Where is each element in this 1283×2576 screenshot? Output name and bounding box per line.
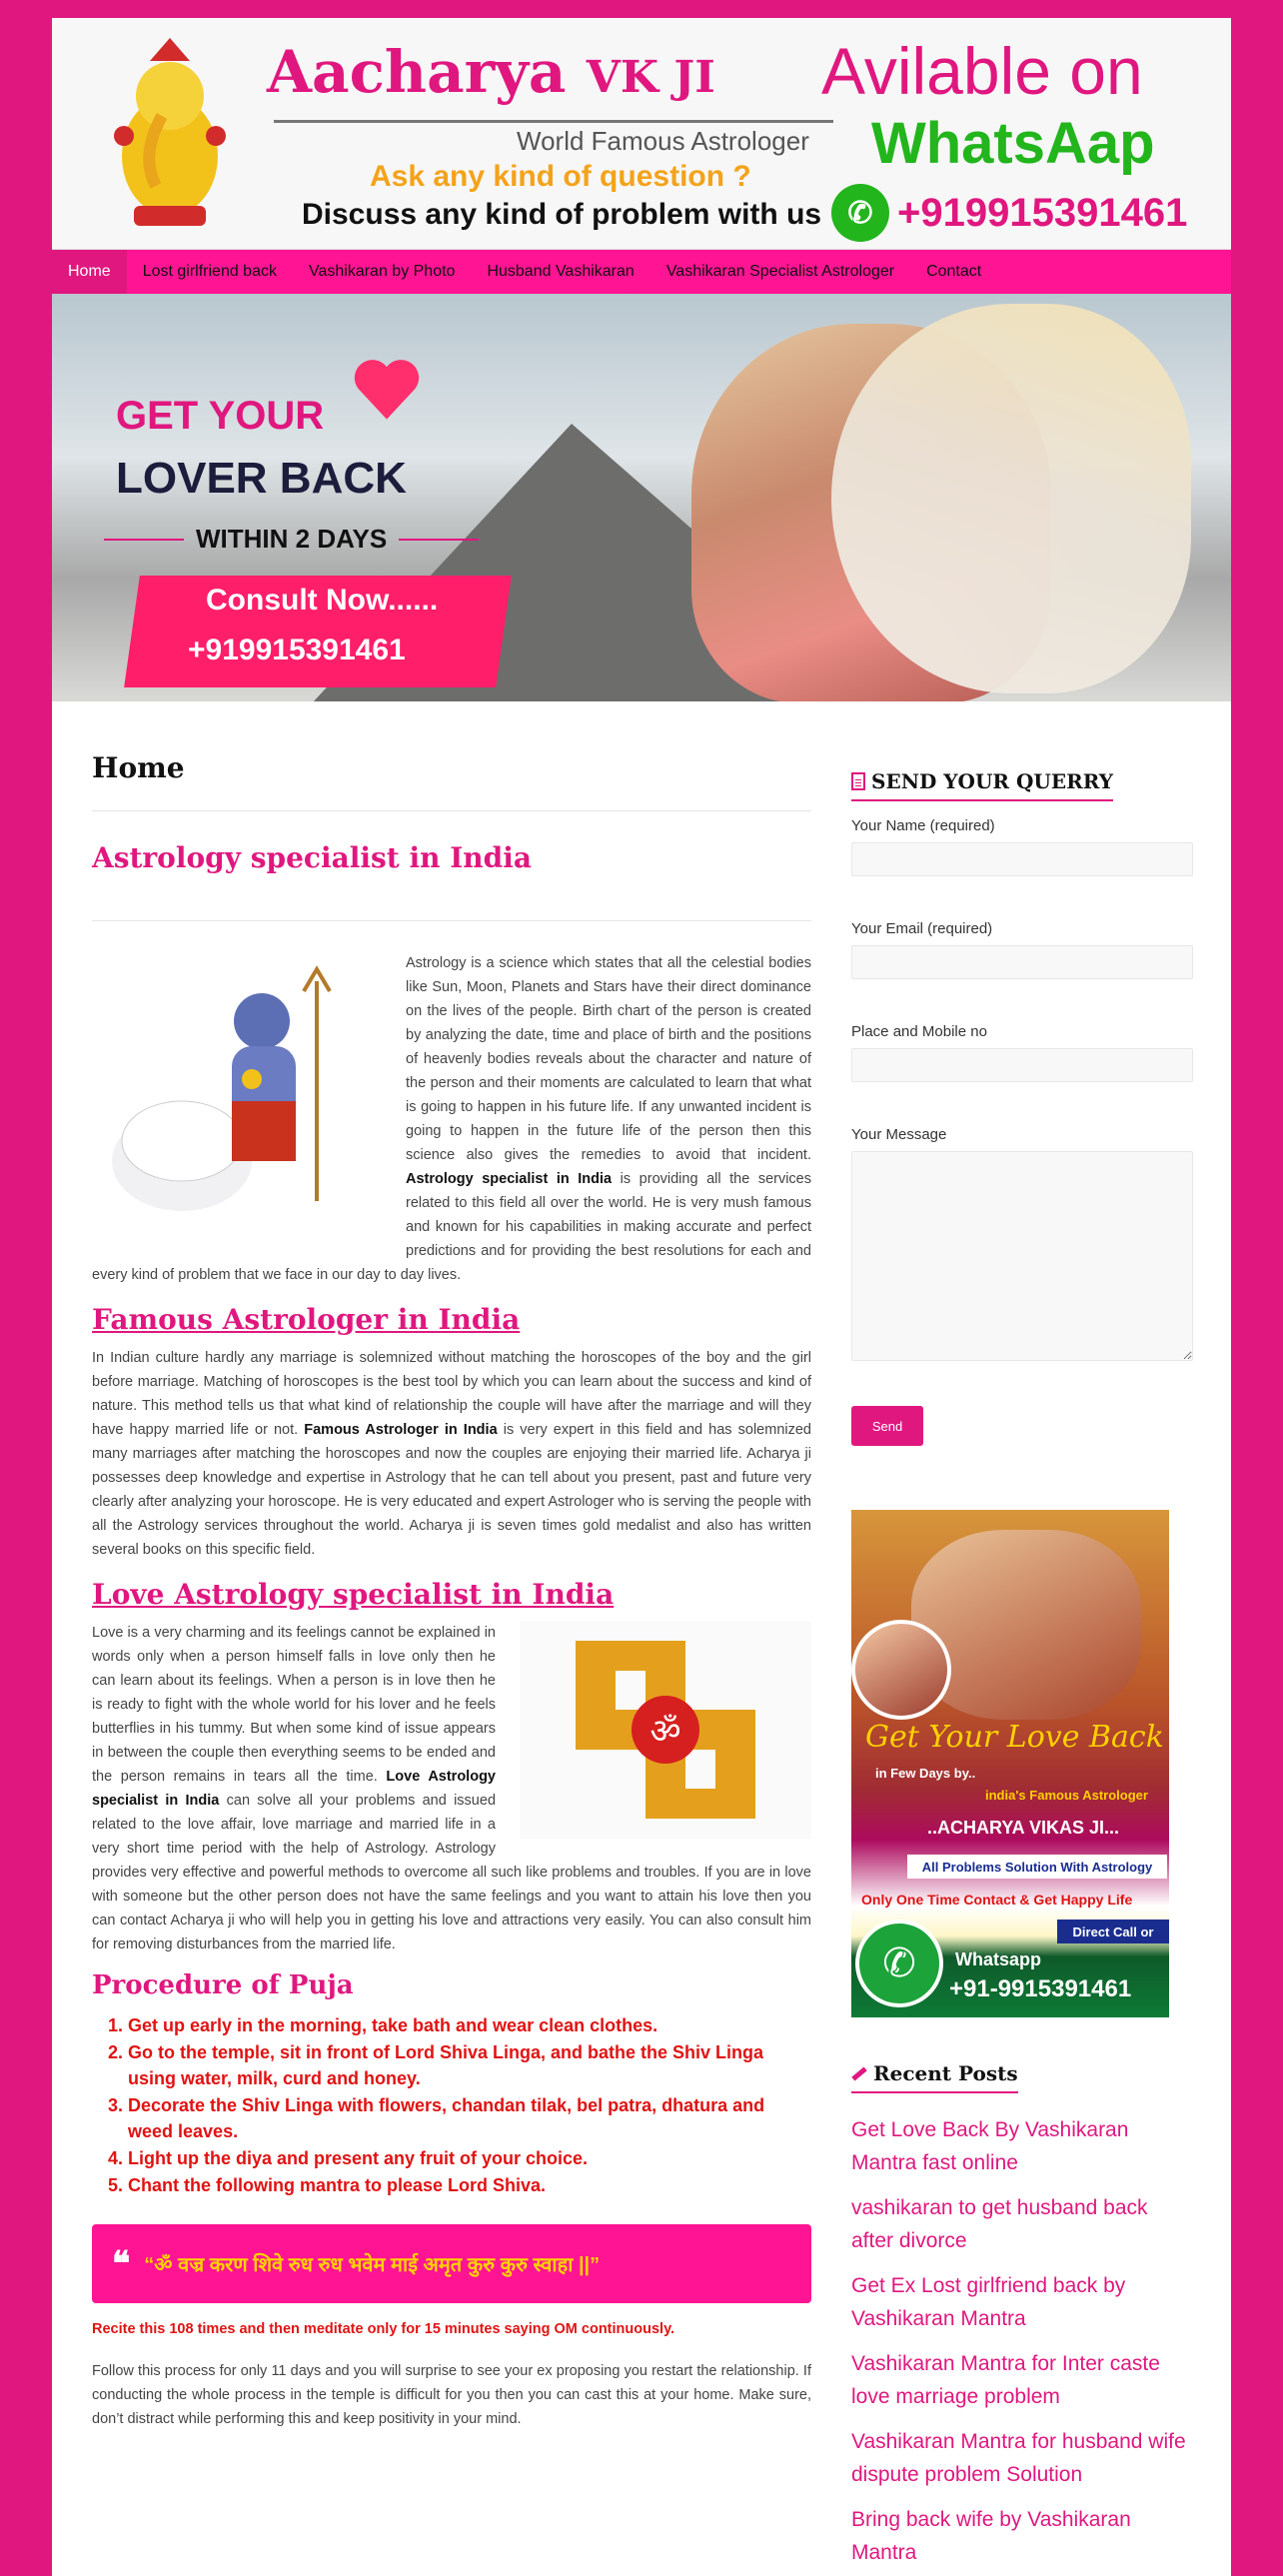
ad-famous: india's Famous Astrologer	[985, 1788, 1148, 1803]
document-icon	[851, 772, 865, 790]
hero-cta-phone: +919915391461	[188, 634, 406, 666]
ad-contact: Only One Time Contact & Get Happy Life	[861, 1892, 1133, 1908]
intro-text-a: Astrology is a science which states that all the celestial bodies like Sun, Moon, Planets and Stars have their direct dominance on the lives of the people. Birth chart of the person is created by analyzing the date, time and place of birth and the positions of heavenly bodies reveals about the character and nature of the person and their moments are calculated to learn that what is going to happen in his future life. If any unwanted incident is going to happen in the future life of the person then this science also gives the remedies to avoid that incident.	[406, 955, 811, 1163]
heading-procedure-of-puja: Procedure of Puja	[92, 1970, 354, 2000]
recent-posts-title	[851, 2017, 1018, 2093]
ad-few-days: in Few Days by..	[875, 1766, 976, 1781]
hero-banner[interactable]	[52, 294, 1231, 701]
recent-post-item	[851, 2347, 1195, 2413]
recent-post-link[interactable]: Bring back wife by Vashikaran Mantra	[851, 2508, 1131, 2564]
love-back-ad[interactable]	[851, 1510, 1169, 2017]
ad-phone: +91-9915391461	[949, 1975, 1132, 2002]
ad-circle-image	[851, 1620, 951, 1720]
page-title: Home	[92, 737, 811, 811]
follow-paragraph: Follow this process for only 11 days and you will surprise to see your ex proposing you restart the relationship. If conducting the whole process in the temple is difficult for you then you can cast this at your home. Make sure, don’t distract while performing this and keep positivity in your mind.	[92, 2363, 811, 2427]
nav-item-husband-vashikaran[interactable]: Husband Vashikaran	[487, 263, 635, 280]
love-text-b: can solve all your problems and issued related to the love affair, love marriage and married life in a very short time period with the help of Astrology. Astrology provides very effective and powerful methods to overcome all such like problems and troubles. If you are in love with someone but the other person does not have the same feelings and you want to attain his love then you can contact Acharya ji who will help you in getting his love and attractions very easily. You can also consult him for removing disturbances from the married life.	[92, 1793, 811, 1952]
love-section	[92, 1621, 811, 1956]
intro-section	[92, 951, 811, 1287]
nav-item-vashikaran-specialist[interactable]: Vashikaran Specialist Astrologer	[665, 263, 895, 280]
intro-text-b: is providing all the services related to this field all over the world. He is very mush famous and known for his capabilities in making accurate and perfect predictions and for providing the best resolutions for each and every kind of problem that we face in our day to day lives.	[92, 1171, 811, 1283]
available-on-text: Avilable on	[821, 34, 1143, 108]
message-label: Your Message	[851, 1126, 947, 1143]
header-phone-number: +919915391461	[897, 190, 1188, 235]
recent-post-item	[851, 2425, 1195, 2491]
ganesha-image	[100, 36, 240, 236]
puja-step: 3. Decorate the Shiv Linga with flowers, chandan tilak, bel patra, dhatura and weed leaves.	[128, 2092, 811, 2144]
email-label: Your Email (required)	[851, 920, 993, 937]
hero-line-within	[104, 524, 479, 555]
main-content	[92, 737, 811, 2431]
name-input[interactable]	[851, 842, 1193, 876]
header-phone[interactable]	[831, 184, 1187, 242]
hero-rule-right	[399, 539, 479, 541]
nav-item-lost-girlfriend-back[interactable]: Lost girlfriend back	[142, 263, 277, 280]
brand-title	[267, 38, 715, 106]
puja-steps-list	[92, 2012, 811, 2198]
recent-post-item	[851, 2191, 1195, 2257]
brand-suffix: VK JI	[586, 52, 715, 103]
ask-question-text: Ask any kind of question ?	[370, 160, 751, 193]
page-container	[52, 18, 1231, 2576]
puja-step: 2. Go to the temple, sit in front of Lord Shiva Linga, and bathe the Shiv Linga using water, milk, curd and honey.	[128, 2039, 811, 2091]
nav-item-contact[interactable]: Contact	[926, 263, 982, 280]
brand-subtitle: World Famous Astrologer	[517, 126, 809, 156]
swastika-image	[520, 1621, 811, 1839]
quote-icon: ❝	[112, 2243, 131, 2284]
love-bold: Love Astrology specialist in India	[92, 1769, 496, 1809]
hero-cta-label: Consult Now......	[206, 584, 439, 617]
recent-post-link[interactable]: Get Love Back By Vashikaran Mantra fast online	[851, 2118, 1129, 2174]
puja-step: 5. Chant the following mantra to please Lord Shiva.	[128, 2172, 811, 2198]
recent-posts-widget	[851, 2017, 1195, 2569]
recent-post-link[interactable]: Vashikaran Mantra for husband wife dispute problem Solution	[851, 2430, 1186, 2486]
famous-text-a: In Indian culture hardly any marriage is solemnized without matching the horoscopes of the boy and the girl before marriage. Matching of horoscopes is the best tool by which you can learn about the success and kind of nature. This method tells us that what kind of relationship the couple will have after the marriage and will they have happy married life or not.	[92, 1350, 811, 1438]
whatsapp-icon: ✆	[855, 1920, 943, 2007]
famous-bold: Famous Astrologer in India	[304, 1422, 498, 1438]
place-mobile-label: Place and Mobile no	[851, 1023, 987, 1040]
heart-icon	[352, 354, 422, 424]
email-input[interactable]	[851, 945, 1193, 979]
heading-love-astrology: Love Astrology specialist in India	[92, 1578, 615, 1611]
puja-step: 4. Light up the diya and present any fruit of your choice.	[128, 2145, 811, 2171]
whatsapp-icon: ✆	[831, 184, 889, 242]
famous-text-b: is very expert in this field and has solemnized many marriages after matching the horoscopes and now the couples are enjoying their married life. Acharya ji possesses deep knowledge and expertise in Astrology that he can tell about you present, past and future very clearly after analyzing your horoscope. He is very educated and expert Astrologer who is serving the people with all the Astrology services throughout the world. Acharya ji is seven times gold medalist and also has written several books on this specific field.	[92, 1422, 811, 1558]
sidebar	[851, 737, 1195, 2576]
hero-line-lover-back: LOVER BACK	[116, 454, 407, 503]
query-form-title	[851, 737, 1113, 801]
hero-line-get-your: GET YOUR	[116, 394, 325, 438]
brand-divider	[274, 120, 833, 123]
recent-post-link[interactable]: Vashikaran Mantra for Inter caste love marriage problem	[851, 2352, 1160, 2408]
recent-post-item	[851, 2503, 1195, 2569]
pencil-icon	[851, 2066, 866, 2080]
ad-whatsapp-label: Whatsapp	[955, 1949, 1042, 1969]
mantra-quote	[92, 2224, 811, 2303]
nav-item-home[interactable]: Home	[52, 250, 127, 294]
heading-famous-astrologer: Famous Astrologer in India	[92, 1303, 521, 1336]
query-form-title-text: SEND YOUR QUERRY	[871, 769, 1114, 793]
recent-post-link[interactable]: Get Ex Lost girlfriend back by Vashikaran Mantra	[851, 2274, 1126, 2330]
lord-shiva-image	[92, 951, 382, 1251]
header-banner[interactable]	[52, 18, 1231, 250]
post-title: Astrology specialist in India	[92, 811, 811, 921]
intro-bold: Astrology specialist in India	[406, 1171, 613, 1187]
brand-name: Aacharya	[267, 38, 567, 106]
discuss-problem-text: Discuss any kind of problem with us	[302, 198, 822, 231]
spacer	[851, 1082, 1195, 1126]
ad-name: ..ACHARYA VIKAS JI...	[927, 1818, 1120, 1838]
recent-posts-list	[851, 2113, 1195, 2569]
puja-step: 1. Get up early in the morning, take bath and wear clean clothes.	[128, 2012, 811, 2038]
recite-instruction: Recite this 108 times and then meditate only for 15 minutes saying OM continuously.	[92, 2321, 675, 2337]
couple-image-woman	[831, 304, 1191, 693]
send-button[interactable]: Send	[851, 1406, 923, 1446]
whatsapp-text: WhatsAap	[871, 111, 1155, 176]
ad-title: Get Your Love Back	[865, 1720, 1164, 1755]
svg-text:ॐ: ॐ	[649, 1712, 681, 1752]
recent-posts-title-text: Recent Posts	[873, 2061, 1018, 2085]
love-text-a: Love is a very charming and its feelings cannot be explained in words only when a person himself falls in love only then he can learn about its feelings. When a person is in love then he is ready to fight with the whole world for his lover and he feels butterflies in his tummy. But when some kind of issue appears in between the couple then everything seems to be ended and the person remains in tears all the time.	[92, 1625, 496, 1785]
place-mobile-input[interactable]	[851, 1048, 1193, 1082]
query-form-widget	[851, 737, 1195, 1446]
main-nav	[52, 250, 1231, 294]
mantra-text: “ॐ वज्र करण शिवे रुध रुध भवेम माई अमृत कुरु कुरु स्वाहा ||”	[144, 2254, 601, 2276]
recent-post-item	[851, 2113, 1195, 2179]
ad-solution: All Problems Solution With Astrology	[907, 1855, 1167, 1879]
recent-post-item	[851, 2269, 1195, 2335]
nav-item-vashikaran-by-photo[interactable]: Vashikaran by Photo	[308, 263, 456, 280]
recent-post-link[interactable]: vashikaran to get husband back after divorce	[851, 2196, 1148, 2252]
ad-direct-call: Direct Call or	[1057, 1920, 1169, 1943]
hero-within-text: WITHIN 2 DAYS	[196, 524, 388, 554]
spacer	[851, 979, 1195, 1023]
message-textarea[interactable]	[851, 1151, 1193, 1361]
famous-paragraph	[92, 1346, 811, 1562]
name-label: Your Name (required)	[851, 817, 995, 834]
hero-rule-left	[104, 539, 184, 541]
spacer	[851, 876, 1195, 920]
